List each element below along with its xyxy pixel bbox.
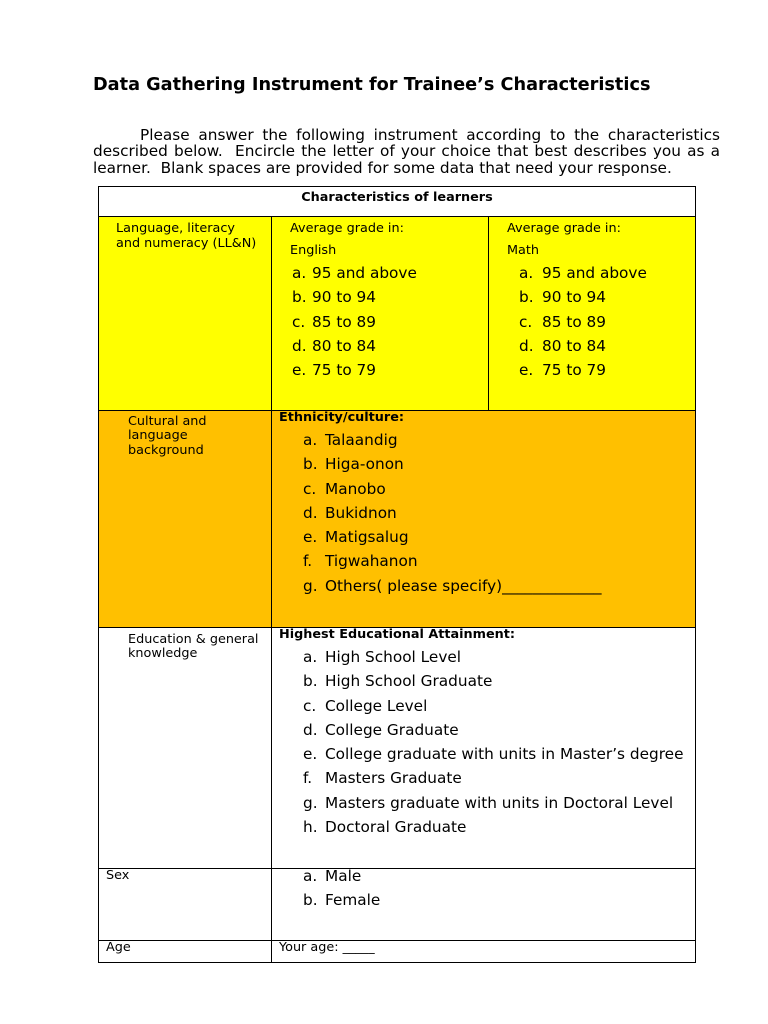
education-heading: Highest Educational Attainment: [279, 627, 515, 642]
option-text: College Graduate [325, 720, 459, 739]
option-letter: e. [303, 745, 318, 764]
english-grade-options [272, 261, 488, 382]
math-grade-options [489, 261, 695, 382]
option-text: Manobo [325, 479, 386, 498]
list-item [292, 310, 488, 334]
list-item [303, 574, 695, 598]
option-text: 85 to 89 [312, 312, 377, 331]
option-text: 80 to 84 [312, 336, 377, 355]
option-letter: e. [519, 361, 534, 380]
option-text: Bukidnon [325, 503, 397, 522]
option-letter: d. [303, 503, 318, 522]
option-text: 95 and above [312, 264, 417, 282]
math-heading: Average grade in: [507, 220, 621, 236]
sex-label: Sex [106, 868, 130, 883]
education-options [272, 645, 695, 839]
option-letter: f. [303, 769, 313, 788]
math-grade-cell [489, 217, 696, 411]
option-text: Higa-onon [325, 455, 404, 474]
option-text: Masters graduate with units in Doctoral Level [325, 793, 674, 812]
option-letter: a. [303, 648, 318, 666]
option-letter: g. [303, 793, 318, 812]
option-letter: a. [292, 264, 307, 282]
lln-label-cell [99, 217, 272, 411]
sex-options [272, 864, 695, 913]
list-item [519, 358, 695, 382]
option-text: Tigwahanon [325, 552, 418, 571]
list-item [303, 694, 695, 718]
list-item [303, 428, 695, 452]
ethnicity-heading: Ethnicity/culture: [279, 410, 404, 425]
option-text: College graduate with units in Master’s degree [325, 745, 684, 764]
age-label: Age [106, 940, 131, 955]
option-text: 75 to 79 [542, 361, 607, 380]
list-item [303, 501, 695, 525]
list-item [303, 549, 695, 573]
english-grade-cell [272, 217, 489, 411]
option-letter: h. [303, 818, 318, 837]
education-label: Education & general knowledge [128, 631, 259, 662]
option-letter: c. [292, 312, 306, 331]
option-letter: b. [303, 672, 318, 691]
list-item [303, 645, 695, 669]
option-letter: d. [303, 720, 318, 739]
option-text: High School Level [325, 648, 462, 666]
option-letter: a. [303, 431, 318, 449]
list-item [292, 261, 488, 285]
option-text: Male [325, 867, 362, 885]
sex-label-cell [99, 869, 272, 941]
option-letter: e. [292, 361, 307, 380]
list-item [303, 718, 695, 742]
characteristics-table [98, 186, 696, 963]
list-item [292, 358, 488, 382]
education-cell [272, 628, 696, 869]
math-subject: Math [507, 242, 540, 258]
list-item [519, 285, 695, 309]
option-text: 75 to 79 [312, 361, 377, 380]
option-letter: d. [292, 336, 307, 355]
ethnicity-cell [272, 411, 696, 628]
option-text: Masters Graduate [325, 769, 462, 788]
age-prompt: Your age: _____ [279, 940, 375, 955]
list-item [303, 452, 695, 476]
list-item [303, 815, 695, 839]
culture-label: Cultural and language background [128, 413, 207, 458]
instructions-paragraph: Please answer the following instrument according to the characteristics described below. Encircle the letter of your choice that best describes you as a learner. Blank spaces are provided for some data that need your response. [93, 125, 725, 177]
list-item [303, 864, 695, 888]
option-letter: g. [303, 576, 318, 595]
list-item [519, 310, 695, 334]
list-item [292, 334, 488, 358]
lln-label: Language, literacy and numeracy (LL&N) [116, 220, 257, 251]
age-label-cell [99, 941, 272, 963]
table-header: Characteristics of learners [301, 190, 493, 205]
option-letter: a. [519, 264, 534, 282]
list-item [303, 525, 695, 549]
age-cell [272, 941, 696, 963]
option-letter: b. [303, 891, 318, 910]
option-letter: d. [519, 336, 534, 355]
option-text: High School Graduate [325, 672, 493, 691]
option-text: Female [325, 891, 381, 910]
option-letter: e. [303, 528, 318, 547]
document-title: Data Gathering Instrument for Trainee’s Characteristics [93, 74, 651, 95]
option-text: Doctoral Graduate [325, 818, 467, 837]
list-item [303, 669, 695, 693]
option-text: Matigsalug [325, 528, 409, 547]
option-letter: c. [519, 312, 533, 331]
option-text: 85 to 89 [542, 312, 607, 331]
english-heading: Average grade in: [290, 220, 404, 236]
list-item [292, 285, 488, 309]
option-text: College Level [325, 696, 428, 715]
option-letter: c. [303, 696, 317, 715]
option-letter: b. [292, 288, 307, 307]
option-letter: a. [303, 867, 318, 885]
list-item [519, 334, 695, 358]
option-text: 80 to 84 [542, 336, 607, 355]
option-text: 90 to 94 [542, 288, 607, 307]
option-letter: b. [303, 455, 318, 474]
option-letter: c. [303, 479, 317, 498]
option-text: 95 and above [542, 264, 647, 282]
option-letter: f. [303, 552, 313, 571]
sex-cell [272, 869, 696, 941]
culture-label-cell [99, 411, 272, 628]
option-text: Talaandig [325, 431, 398, 449]
table-header-cell [99, 187, 696, 217]
list-item [303, 791, 695, 815]
list-item [303, 766, 695, 790]
list-item [519, 261, 695, 285]
education-label-cell [99, 628, 272, 869]
option-text: 90 to 94 [312, 288, 377, 307]
option-letter: b. [519, 288, 534, 307]
ethnicity-options [272, 428, 695, 598]
option-text: Others( please specify)_____________ [325, 576, 602, 595]
list-item [303, 477, 695, 501]
english-subject: English [290, 242, 337, 258]
list-item [303, 742, 695, 766]
list-item [303, 888, 695, 912]
